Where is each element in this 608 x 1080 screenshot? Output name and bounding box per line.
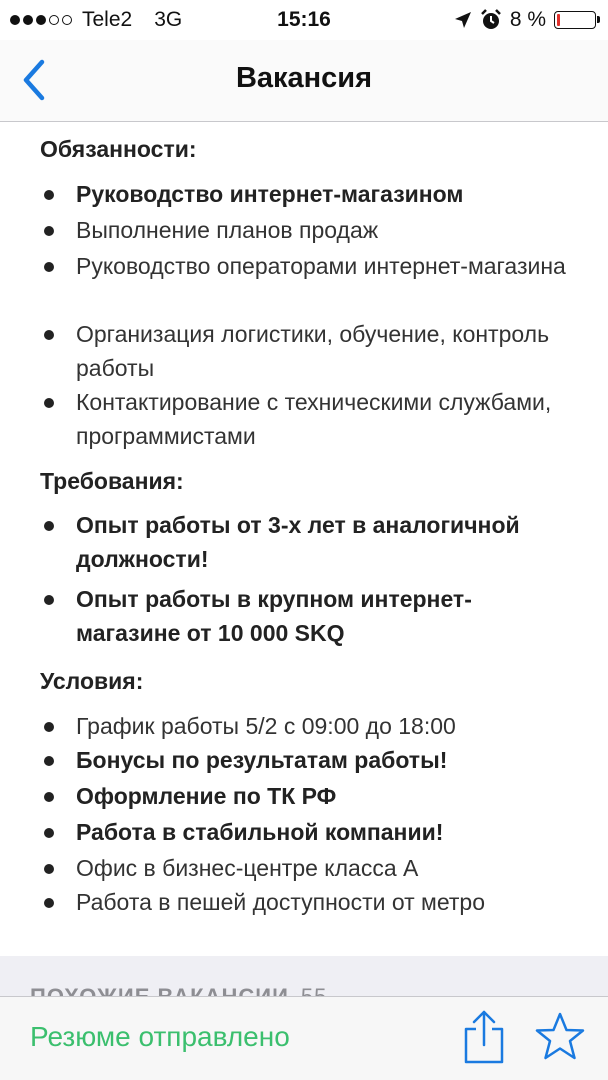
list-item: Оформление по ТК РФ: [40, 779, 580, 813]
list-item: Организация логистики, обучение, контроль работы: [40, 317, 580, 385]
list-item: Опыт работы в крупном интернет-магазине от 10 000 SKQ: [40, 582, 580, 650]
favorite-button[interactable]: [534, 1011, 586, 1063]
network-type: 3G: [154, 8, 183, 31]
resume-status: Резюме отправлено: [30, 1021, 290, 1052]
list-item: Работа в пешей доступности от метро: [40, 885, 580, 919]
bottom-toolbar: [0, 996, 608, 1080]
status-right: [454, 8, 596, 32]
bullet-icon: [44, 828, 54, 838]
similar-vacancies-header[interactable]: [0, 956, 608, 996]
star-icon: [534, 1011, 586, 1063]
bullet-icon: [44, 398, 54, 408]
requirements-heading: Требования:: [40, 468, 184, 494]
bullet-icon: [44, 595, 54, 605]
list-item: Бонусы по результатам работы!: [40, 743, 580, 777]
status-bar: [0, 0, 608, 40]
duties-heading: Обязанности:: [40, 136, 197, 162]
page-title: Вакансия: [235, 62, 373, 94]
conditions-heading: Условия:: [40, 668, 144, 694]
bullet-icon: [44, 792, 54, 802]
list-item: Работа в стабильной компании!: [40, 815, 580, 849]
status-time: 15:16: [277, 8, 331, 31]
battery-percent: 8 %: [509, 8, 546, 31]
share-button[interactable]: [462, 1009, 506, 1065]
battery-icon: [554, 11, 596, 29]
alarm-clock-icon: [480, 9, 502, 31]
bullet-icon: [44, 864, 54, 874]
bullet-icon: [44, 722, 54, 732]
bullet-icon: [44, 262, 54, 272]
list-item: Руководство интернет-магазином: [40, 177, 580, 211]
navigation-bar: [0, 40, 608, 122]
bullet-icon: [44, 898, 54, 908]
list-item: График работы 5/2 с 09:00 до 18:00: [40, 709, 580, 743]
vacancy-content[interactable]: [0, 122, 608, 956]
list-item: Опыт работы от 3-х лет в аналогичной должности!: [40, 508, 580, 576]
list-item: Выполнение планов продаж: [40, 213, 580, 247]
list-item: Руководство операторами интернет-магазина: [40, 249, 580, 283]
bullet-icon: [44, 190, 54, 200]
battery-level: [557, 14, 560, 26]
bullet-icon: [44, 226, 54, 236]
share-icon: [462, 1009, 506, 1065]
bullet-icon: [44, 330, 54, 340]
bullet-icon: [44, 756, 54, 766]
location-arrow-icon: [454, 11, 472, 29]
bullet-icon: [44, 521, 54, 531]
list-item: Контактирование с техническими службами, программистами: [40, 385, 580, 453]
list-item: Офис в бизнес-центре класса А: [40, 851, 580, 885]
carrier-name: Tele2: [82, 8, 133, 31]
